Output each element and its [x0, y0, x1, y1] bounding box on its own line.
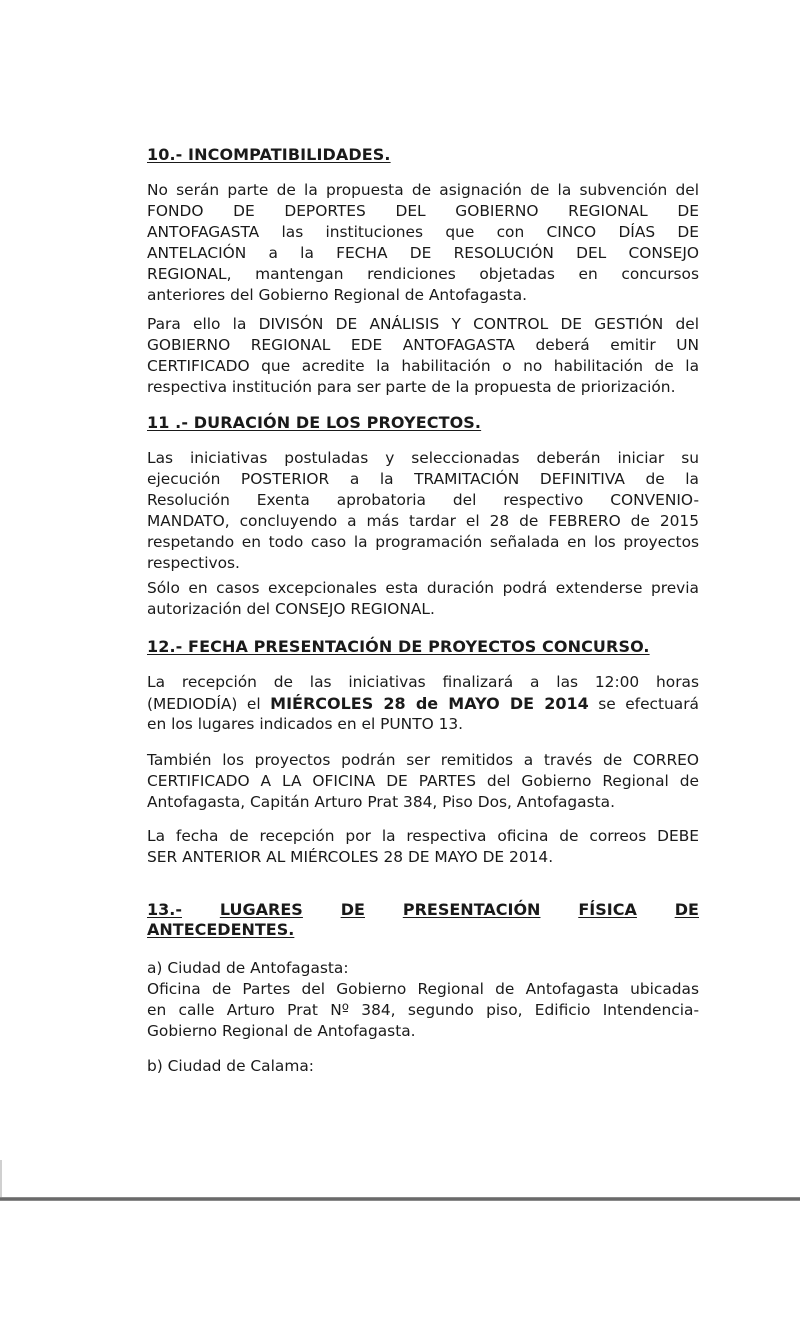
- section-13-heading: [147, 900, 699, 940]
- section-13-city-b: [147, 1056, 699, 1077]
- text-fragment: se efectuará: [588, 695, 699, 713]
- text-line: en calle Arturo Prat Nº 384, segundo piso, Edificio Intendencia-: [147, 1001, 699, 1019]
- section-13-heading-line-2: ANTECEDENTES.: [147, 920, 295, 939]
- text-line: autorización del CONSEJO REGIONAL.: [147, 600, 435, 618]
- text-line: respectiva institución para ser parte de la propuesta de priorización.: [147, 378, 676, 396]
- section-12-paragraph-1: [147, 672, 699, 735]
- city-b-label: b) Ciudad de Calama:: [147, 1057, 314, 1075]
- text-line: SER ANTERIOR AL MIÉRCOLES 28 DE MAYO DE 2014.: [147, 848, 554, 866]
- section-13-heading-line-1: [147, 900, 699, 920]
- text-line: REGIONAL, mantengan rendiciones objetadas en concursos: [147, 265, 699, 283]
- text-line: en los lugares indicados en el PUNTO 13.: [147, 715, 464, 733]
- text-line: ANTELACIÓN a la FECHA DE RESOLUCIÓN DEL CONSEJO: [147, 244, 699, 262]
- text-line: Para ello la DIVISÓN DE ANÁLISIS Y CONTROL DE GESTIÓN del: [147, 315, 699, 333]
- text-line: GOBIERNO REGIONAL EDE ANTOFAGASTA deberá emitir UN: [147, 336, 699, 354]
- scan-edge-mark: [0, 1160, 2, 1200]
- section-11-paragraph-1: [147, 448, 699, 574]
- section-12-paragraph-3: [147, 826, 699, 868]
- section-10-paragraph-1: [147, 180, 699, 306]
- text-line: También los proyectos podrán ser remitidos a través de CORREO: [147, 751, 699, 769]
- text-line: ANTOFAGASTA las instituciones que con CINCO DÍAS DE: [147, 223, 699, 241]
- text-line: anteriores del Gobierno Regional de Antofagasta.: [147, 286, 528, 304]
- text-line: CERTIFICADO que acredite la habilitación o no habilitación de la: [147, 357, 699, 375]
- text-line: respetando en todo caso la programación señalada en los proyectos: [147, 533, 699, 551]
- text-line: ejecución POSTERIOR a la TRAMITACIÓN DEFINITIVA de la: [147, 470, 699, 488]
- text-line: CERTIFICADO A LA OFICINA DE PARTES del Gobierno Regional de: [147, 772, 699, 790]
- text-line: Antofagasta, Capitán Arturo Prat 384, Piso Dos, Antofagasta.: [147, 793, 615, 811]
- text-line: Las iniciativas postuladas y seleccionadas deberán iniciar su: [147, 449, 699, 467]
- text-line: Gobierno Regional de Antofagasta.: [147, 1022, 416, 1040]
- text-line: respectivos.: [147, 554, 240, 572]
- section-11-paragraph-2: [147, 578, 699, 620]
- text-line: [147, 693, 699, 714]
- heading-word: LUGARES: [219, 900, 303, 919]
- section-10-heading: 10.- INCOMPATIBILIDADES.: [147, 145, 391, 164]
- page-bottom-rule: [0, 1197, 800, 1201]
- heading-word: PRESENTACIÓN: [402, 900, 541, 919]
- heading-word: DE: [674, 900, 699, 919]
- city-a-label: a) Ciudad de Antofagasta:: [147, 959, 349, 977]
- section-11-heading: 11 .- DURACIÓN DE LOS PROYECTOS.: [147, 413, 482, 432]
- text-fragment: (MEDIODÍA) el: [147, 695, 271, 713]
- text-line: FONDO DE DEPORTES DEL GOBIERNO REGIONAL DE: [147, 202, 699, 220]
- text-line: Oficina de Partes del Gobierno Regional de Antofagasta ubicadas: [147, 980, 699, 998]
- section-10-paragraph-2: [147, 314, 699, 398]
- heading-word: 13.-: [147, 900, 182, 919]
- section-13-city-a: [147, 958, 699, 1042]
- text-line: MANDATO, concluyendo a más tardar el 28 de FEBRERO de 2015: [147, 512, 699, 530]
- heading-word: FÍSICA: [578, 900, 637, 919]
- section-12-heading: 12.- FECHA PRESENTACIÓN DE PROYECTOS CONCURSO.: [147, 637, 650, 656]
- text-line: Sólo en casos excepcionales esta duración podrá extenderse previa: [147, 579, 699, 597]
- text-line: La recepción de las iniciativas finalizará a las 12:00 horas: [147, 673, 699, 691]
- deadline-date: MIÉRCOLES 28 de MAYO DE 2014: [270, 694, 589, 713]
- section-12-paragraph-2: [147, 750, 699, 813]
- heading-word: DE: [340, 900, 365, 919]
- text-line: No serán parte de la propuesta de asignación de la subvención del: [147, 181, 699, 199]
- text-line: La fecha de recepción por la respectiva oficina de correos DEBE: [147, 827, 699, 845]
- text-line: Resolución Exenta aprobatoria del respectivo CONVENIO-: [147, 491, 699, 509]
